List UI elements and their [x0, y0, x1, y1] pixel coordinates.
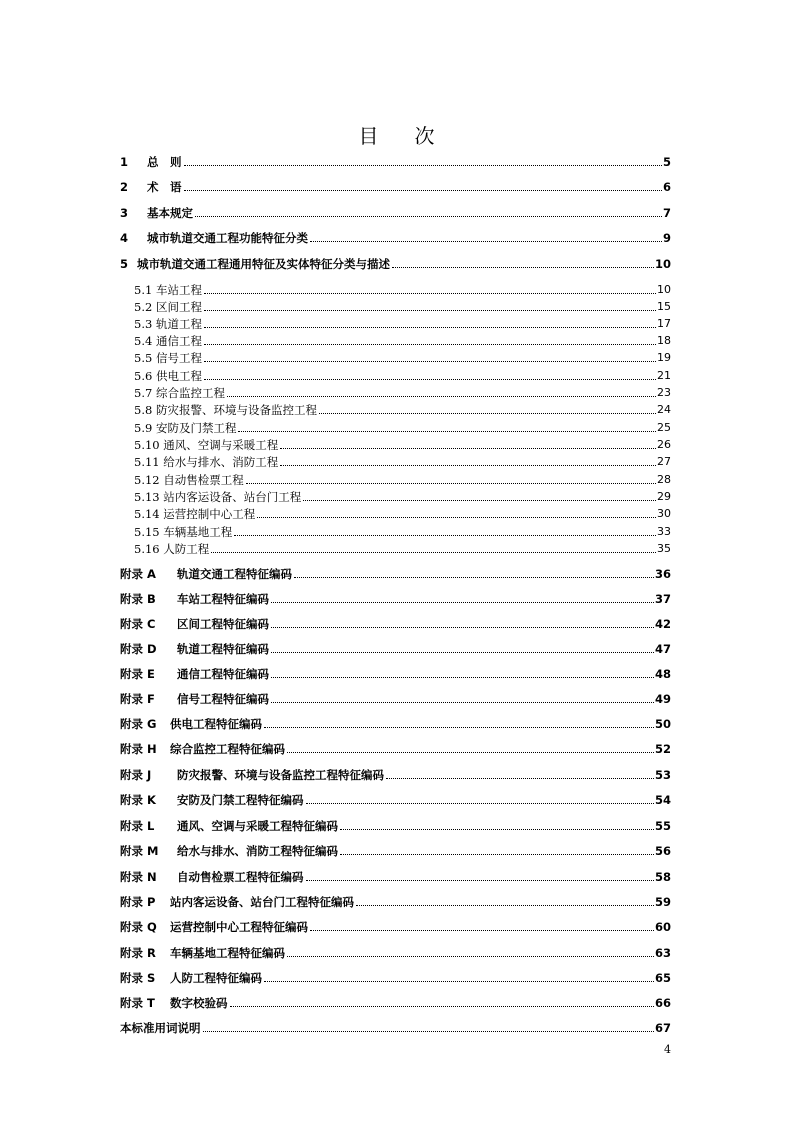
page-ref: 9 [662, 231, 671, 245]
section-title: 5.5 信号工程 [134, 351, 202, 365]
appendix-title: 人防工程特征编码 [170, 971, 262, 985]
toc-section[interactable] [134, 402, 671, 418]
dot-leader [271, 602, 654, 603]
page-ref: 6 [662, 180, 671, 194]
section-title: 5.7 综合监控工程 [134, 386, 225, 400]
dot-leader [303, 500, 656, 501]
toc-section[interactable] [134, 472, 671, 488]
toc-appendix-f[interactable] [120, 691, 671, 707]
appendix-code: 附录 H [120, 742, 157, 756]
usage-notes-title: 本标准用词说明 [120, 1021, 201, 1035]
toc-appendix-l[interactable] [120, 818, 671, 834]
toc-appendix-e[interactable] [120, 666, 671, 682]
appendix-title: 安防及门禁工程特征编码 [177, 793, 304, 807]
appendix-title: 轨道工程特征编码 [177, 642, 269, 656]
dot-leader [230, 1006, 654, 1007]
appendix-title: 信号工程特征编码 [177, 692, 269, 706]
page-ref: 30 [657, 507, 671, 520]
appendix-code: 附录 A [120, 567, 156, 581]
page-ref: 53 [654, 768, 671, 782]
appendix-code: 附录 S [120, 971, 156, 985]
dot-leader [386, 778, 654, 779]
toc-section[interactable] [134, 454, 671, 470]
toc-section[interactable] [134, 420, 671, 436]
section-title: 5.9 安防及门禁工程 [134, 421, 237, 435]
dot-leader [271, 702, 654, 703]
toc-section[interactable] [134, 489, 671, 505]
page-ref: 7 [662, 206, 671, 220]
dot-leader [271, 627, 654, 628]
page-ref: 27 [657, 455, 671, 468]
appendix-title: 轨道交通工程特征编码 [177, 567, 292, 581]
dot-leader [310, 930, 654, 931]
page-ref: 47 [654, 642, 671, 656]
toc-appendix-a[interactable] [120, 566, 671, 582]
section-title: 5.8 防灾报警、环境与设备监控工程 [134, 403, 317, 417]
title-left: 目 [358, 124, 379, 148]
chapter-title: 城市轨道交通工程通用特征及实体特征分类与描述 [137, 257, 390, 271]
toc-chapter-1[interactable] [120, 154, 671, 170]
toc-section[interactable] [134, 385, 671, 401]
dot-leader [264, 727, 654, 728]
dot-leader [204, 310, 656, 311]
dot-leader [204, 344, 656, 345]
section-title: 5.2 区间工程 [134, 300, 202, 314]
toc-appendix-c[interactable] [120, 616, 671, 632]
section-title: 5.13 站内客运设备、站台门工程 [134, 490, 302, 504]
page-ref: 33 [657, 525, 671, 538]
section-title: 5.16 人防工程 [134, 542, 210, 556]
page-ref: 21 [657, 369, 671, 382]
chapter-number: 4 [120, 231, 129, 245]
appendix-title: 运营控制中心工程特征编码 [170, 920, 308, 934]
section-title: 5.11 给水与排水、消防工程 [134, 455, 279, 469]
appendix-title: 自动售检票工程特征编码 [177, 870, 304, 884]
toc-appendix-k[interactable] [120, 792, 671, 808]
toc-appendix-n[interactable] [120, 869, 671, 885]
page-ref: 63 [654, 946, 671, 960]
section-title: 5.14 运营控制中心工程 [134, 507, 256, 521]
appendix-code: 附录 P [120, 895, 156, 909]
dot-leader [310, 241, 662, 242]
toc-section[interactable] [134, 524, 671, 540]
page-ref: 48 [654, 667, 671, 681]
dot-leader [287, 752, 654, 753]
appendix-code: 附录 T [120, 996, 155, 1010]
toc-appendix-d[interactable] [120, 641, 671, 657]
page-ref: 67 [654, 1021, 671, 1035]
page-ref: 56 [654, 844, 671, 858]
toc-section[interactable] [134, 368, 671, 384]
toc-appendix-t[interactable] [120, 995, 671, 1011]
page-ref: 10 [654, 257, 671, 271]
page-ref: 19 [657, 351, 671, 364]
page-ref: 15 [657, 300, 671, 313]
dot-leader [234, 535, 656, 536]
page-ref: 29 [657, 490, 671, 503]
chapter-title: 基本规定 [147, 206, 193, 220]
dot-leader [271, 677, 654, 678]
appendix-code: 附录 F [120, 692, 155, 706]
dot-leader [306, 880, 654, 881]
appendix-title: 供电工程特征编码 [170, 717, 262, 731]
appendix-code: 附录 B [120, 592, 156, 606]
dot-leader [246, 483, 656, 484]
appendix-code: 附录 R [120, 946, 156, 960]
appendix-code: 附录 J [120, 768, 152, 782]
toc-section[interactable] [134, 282, 671, 298]
toc-section[interactable] [134, 506, 671, 522]
toc-section[interactable] [134, 350, 671, 366]
appendix-code: 附录 D [120, 642, 157, 656]
page-ref: 54 [654, 793, 671, 807]
section-title: 5.1 车站工程 [134, 283, 202, 297]
section-title: 5.4 通信工程 [134, 334, 202, 348]
dot-leader [184, 165, 662, 166]
dot-leader [280, 448, 656, 449]
page-ref: 18 [657, 334, 671, 347]
page-ref: 58 [654, 870, 671, 884]
appendix-title: 站内客运设备、站台门工程特征编码 [170, 895, 354, 909]
page-ref: 59 [654, 895, 671, 909]
chapter-title: 术 语 [147, 180, 182, 194]
toc-appendix-j[interactable] [120, 767, 671, 783]
page-ref: 17 [657, 317, 671, 330]
dot-leader [227, 396, 656, 397]
dot-leader [204, 361, 656, 362]
page-ref: 42 [654, 617, 671, 631]
section-title: 5.15 车辆基地工程 [134, 525, 233, 539]
dot-leader [280, 465, 656, 466]
page-ref: 28 [657, 473, 671, 486]
appendix-title: 区间工程特征编码 [177, 617, 269, 631]
page-ref: 36 [654, 567, 671, 581]
dot-leader [340, 829, 654, 830]
appendix-code: 附录 M [120, 844, 159, 858]
page-ref: 26 [657, 438, 671, 451]
appendix-code: 附录 E [120, 667, 155, 681]
section-title: 5.12 自动售检票工程 [134, 473, 244, 487]
dot-leader [257, 517, 656, 518]
chapter-title: 城市轨道交通工程功能特征分类 [147, 231, 308, 245]
page-title [0, 120, 793, 149]
appendix-title: 给水与排水、消防工程特征编码 [177, 844, 338, 858]
page-ref: 49 [654, 692, 671, 706]
toc-usage-notes[interactable] [120, 1020, 671, 1036]
title-right: 次 [414, 124, 435, 148]
chapter-number: 5 [120, 257, 129, 271]
toc-appendix-r[interactable] [120, 945, 671, 961]
appendix-title: 防灾报警、环境与设备监控工程特征编码 [177, 768, 384, 782]
appendix-title: 通风、空调与采暖工程特征编码 [177, 819, 338, 833]
dot-leader [264, 981, 654, 982]
page-ref: 65 [654, 971, 671, 985]
toc-appendix-b[interactable] [120, 591, 671, 607]
appendix-title: 车辆基地工程特征编码 [170, 946, 285, 960]
page-ref: 50 [654, 717, 671, 731]
page-ref: 55 [654, 819, 671, 833]
appendix-code: 附录 K [120, 793, 156, 807]
dot-leader [340, 854, 654, 855]
toc-chapter-5[interactable] [120, 256, 671, 272]
dot-leader [204, 293, 656, 294]
page-ref: 24 [657, 403, 671, 416]
toc-appendix-h[interactable] [120, 741, 671, 757]
toc-appendix-q[interactable] [120, 919, 671, 935]
appendix-code: 附录 L [120, 819, 155, 833]
section-title: 5.3 轨道工程 [134, 317, 202, 331]
appendix-code: 附录 C [120, 617, 156, 631]
toc-appendix-g[interactable] [120, 716, 671, 732]
page-ref: 5 [662, 155, 671, 169]
appendix-code: 附录 N [120, 870, 157, 884]
toc-appendix-m[interactable] [120, 843, 671, 859]
appendix-title: 综合监控工程特征编码 [170, 742, 285, 756]
page-ref: 66 [654, 996, 671, 1010]
dot-leader [211, 552, 656, 553]
page-ref: 25 [657, 421, 671, 434]
dot-leader [271, 652, 654, 653]
toc-chapter-4[interactable] [120, 230, 671, 246]
toc-section[interactable] [134, 437, 671, 453]
dot-leader [238, 431, 656, 432]
toc-chapter-3[interactable] [120, 205, 671, 221]
dot-leader [287, 956, 654, 957]
page-ref: 35 [657, 542, 671, 555]
page-ref: 60 [654, 920, 671, 934]
dot-leader [294, 577, 654, 578]
section-title: 5.6 供电工程 [134, 369, 202, 383]
chapter-number: 1 [120, 155, 129, 169]
page-ref: 10 [657, 283, 671, 296]
dot-leader [184, 190, 662, 191]
dot-leader [204, 327, 656, 328]
toc-appendix-s[interactable] [120, 970, 671, 986]
appendix-code: 附录 Q [120, 920, 157, 934]
page-ref: 52 [654, 742, 671, 756]
dot-leader [204, 379, 656, 380]
page-ref: 37 [654, 592, 671, 606]
toc-appendix-p[interactable] [120, 894, 671, 910]
appendix-title: 车站工程特征编码 [177, 592, 269, 606]
dot-leader [319, 413, 656, 414]
dot-leader [356, 905, 654, 906]
toc-section[interactable] [134, 541, 671, 557]
toc-section[interactable] [134, 299, 671, 315]
dot-leader [195, 216, 662, 217]
appendix-code: 附录 G [120, 717, 157, 731]
toc-section[interactable] [134, 333, 671, 349]
page-number: 4 [664, 1043, 671, 1056]
appendix-title: 数字校验码 [170, 996, 228, 1010]
toc-section[interactable] [134, 316, 671, 332]
chapter-number: 2 [120, 180, 129, 194]
chapter-number: 3 [120, 206, 129, 220]
dot-leader [392, 267, 654, 268]
toc-chapter-2[interactable] [120, 179, 671, 195]
page-ref: 23 [657, 386, 671, 399]
section-title: 5.10 通风、空调与采暖工程 [134, 438, 279, 452]
dot-leader [203, 1031, 654, 1032]
chapter-title: 总 则 [147, 155, 182, 169]
appendix-title: 通信工程特征编码 [177, 667, 269, 681]
dot-leader [306, 803, 654, 804]
